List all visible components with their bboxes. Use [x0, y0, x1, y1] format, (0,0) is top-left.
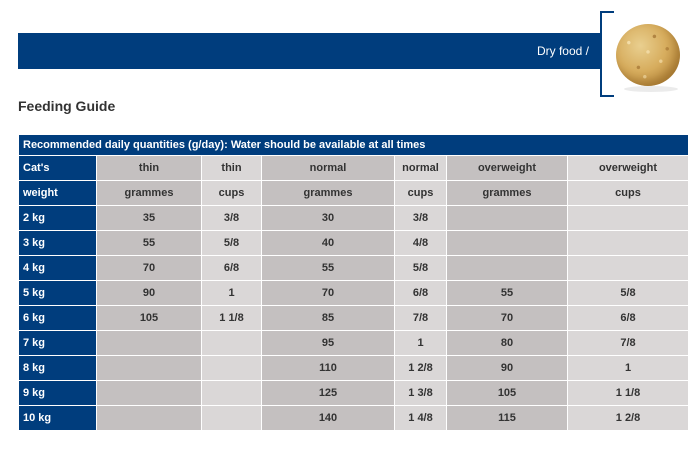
cell-thin-cups: 5/8 — [202, 231, 262, 256]
cell-thin-grammes — [97, 331, 202, 356]
cell-thin-cups — [202, 406, 262, 431]
cell-weight: 8 kg — [19, 356, 97, 381]
cell-normal-grammes: 70 — [262, 281, 395, 306]
cell-weight: 3 kg — [19, 231, 97, 256]
table-caption: Recommended daily quantities (g/day): Water should be available at all times — [19, 135, 689, 156]
table-row — [19, 231, 689, 256]
cell-normal-grammes: 85 — [262, 306, 395, 331]
cell-normal-grammes: grammes — [262, 181, 395, 206]
cell-weight: weight — [19, 181, 97, 206]
cell-normal-cups: 1 2/8 — [395, 356, 447, 381]
header-row-2 — [19, 181, 689, 206]
cell-weight: 7 kg — [19, 331, 97, 356]
cell-weight: 4 kg — [19, 256, 97, 281]
cell-thin-cups: 1 — [202, 281, 262, 306]
cell-overweight-grammes — [447, 256, 568, 281]
cell-normal-cups: 4/8 — [395, 231, 447, 256]
cell-overweight-grammes: 90 — [447, 356, 568, 381]
cell-overweight-grammes — [447, 206, 568, 231]
image-bracket — [600, 11, 614, 97]
cell-weight: Cat's — [19, 156, 97, 181]
cell-thin-grammes: grammes — [97, 181, 202, 206]
feeding-guide-table — [18, 134, 689, 431]
dry-food-kibble-image — [616, 24, 680, 86]
cell-overweight-cups: 7/8 — [568, 331, 689, 356]
cell-overweight-grammes: overweight — [447, 156, 568, 181]
cell-normal-cups: 1 3/8 — [395, 381, 447, 406]
cell-thin-cups: cups — [202, 181, 262, 206]
cell-normal-grammes: 125 — [262, 381, 395, 406]
cell-thin-cups: thin — [202, 156, 262, 181]
table-row — [19, 281, 689, 306]
cell-overweight-cups: 6/8 — [568, 306, 689, 331]
cell-overweight-cups: 1 — [568, 356, 689, 381]
cell-normal-grammes: 40 — [262, 231, 395, 256]
cell-overweight-cups: 1 2/8 — [568, 406, 689, 431]
header-bar — [18, 33, 601, 69]
cell-normal-cups: 5/8 — [395, 256, 447, 281]
table-row — [19, 306, 689, 331]
kibble-shadow — [624, 86, 678, 92]
cell-overweight-grammes: 115 — [447, 406, 568, 431]
cell-normal-cups: normal — [395, 156, 447, 181]
cell-normal-grammes: 55 — [262, 256, 395, 281]
header-row-1 — [19, 156, 689, 181]
table-row — [19, 331, 689, 356]
cell-overweight-cups: 5/8 — [568, 281, 689, 306]
cell-normal-grammes: 110 — [262, 356, 395, 381]
cell-overweight-grammes: 70 — [447, 306, 568, 331]
cell-thin-cups — [202, 356, 262, 381]
cell-weight: 6 kg — [19, 306, 97, 331]
cell-thin-grammes — [97, 381, 202, 406]
cell-normal-grammes: 140 — [262, 406, 395, 431]
cell-thin-grammes: 70 — [97, 256, 202, 281]
cell-normal-grammes: 30 — [262, 206, 395, 231]
cell-thin-cups: 3/8 — [202, 206, 262, 231]
table-row — [19, 356, 689, 381]
cell-normal-cups: 1 — [395, 331, 447, 356]
cell-overweight-cups: 1 1/8 — [568, 381, 689, 406]
cell-weight: 2 kg — [19, 206, 97, 231]
cell-overweight-grammes: 105 — [447, 381, 568, 406]
cell-thin-grammes: thin — [97, 156, 202, 181]
cell-overweight-cups: cups — [568, 181, 689, 206]
cell-thin-grammes: 105 — [97, 306, 202, 331]
cell-normal-cups: 3/8 — [395, 206, 447, 231]
cell-normal-grammes: normal — [262, 156, 395, 181]
kibble-texture — [616, 24, 680, 86]
cell-thin-cups: 6/8 — [202, 256, 262, 281]
cell-overweight-cups — [568, 206, 689, 231]
cell-normal-cups: 7/8 — [395, 306, 447, 331]
cell-thin-cups — [202, 331, 262, 356]
cell-thin-grammes: 90 — [97, 281, 202, 306]
section-title: Feeding Guide — [18, 98, 116, 114]
cell-weight: 5 kg — [19, 281, 97, 306]
cell-thin-grammes — [97, 406, 202, 431]
cell-overweight-cups: overweight — [568, 156, 689, 181]
cell-normal-cups: cups — [395, 181, 447, 206]
table-row — [19, 256, 689, 281]
table-row — [19, 381, 689, 406]
cell-normal-grammes: 95 — [262, 331, 395, 356]
cell-overweight-grammes: 80 — [447, 331, 568, 356]
cell-overweight-cups — [568, 256, 689, 281]
cell-normal-cups: 6/8 — [395, 281, 447, 306]
cell-thin-cups — [202, 381, 262, 406]
table-row — [19, 206, 689, 231]
cell-weight: 9 kg — [19, 381, 97, 406]
caption-row — [19, 135, 689, 156]
cell-thin-grammes — [97, 356, 202, 381]
header-title: Dry food / — [536, 44, 589, 58]
cell-overweight-grammes: grammes — [447, 181, 568, 206]
cell-thin-grammes: 55 — [97, 231, 202, 256]
table-row — [19, 406, 689, 431]
cell-overweight-grammes — [447, 231, 568, 256]
cell-weight: 10 kg — [19, 406, 97, 431]
cell-normal-cups: 1 4/8 — [395, 406, 447, 431]
cell-overweight-cups — [568, 231, 689, 256]
cell-overweight-grammes: 55 — [447, 281, 568, 306]
cell-thin-cups: 1 1/8 — [202, 306, 262, 331]
cell-thin-grammes: 35 — [97, 206, 202, 231]
